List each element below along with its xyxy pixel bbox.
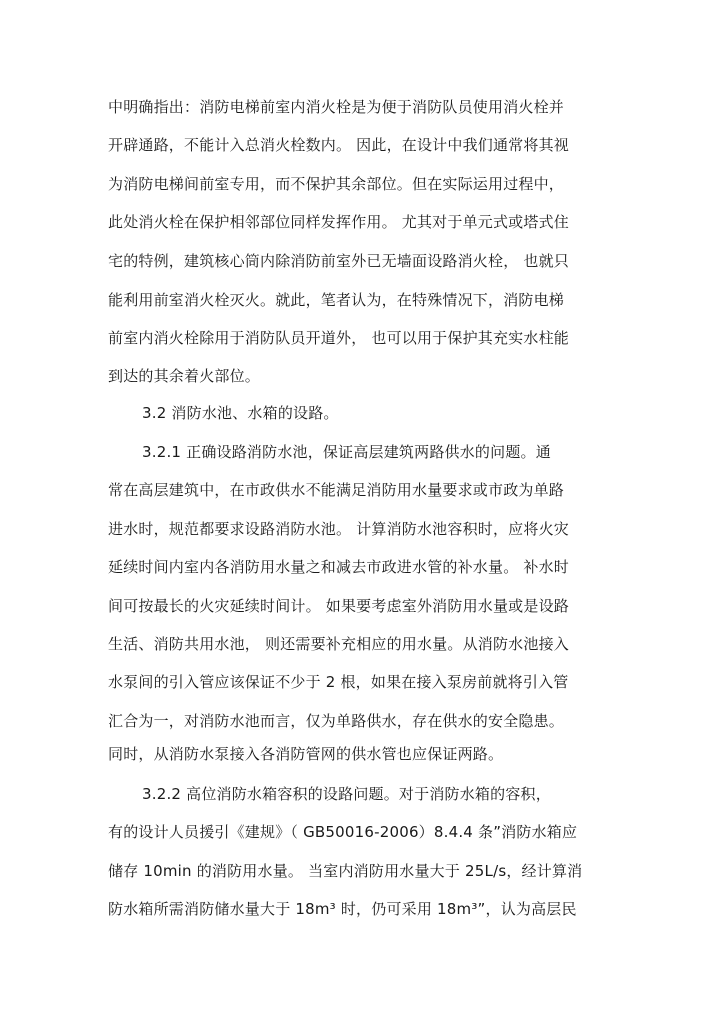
text-line: 汇合为一，对消防水池而言，仅为单路供水，存在供水的安全隐患。 (108, 712, 565, 730)
text-line: 水泵间的引入管应该保证不少于 2 根，如果在接入泵房前就将引入管 (108, 673, 569, 691)
text-line: 中明确指出：消防电梯前室内消火栓是为便于消防队员使用消火栓并 (108, 98, 565, 116)
text-line: 常在高层建筑中，在市政供水不能满足消防用水量要求或市政为单路 (108, 481, 565, 499)
text-line: 进水时，规范都要求设路消防水池。 计算消防水池容积时，应将火灾 (108, 520, 569, 538)
subsection-heading: 3.2.2 高位消防水箱容积的设路问题。对于消防水箱的容积， (142, 785, 551, 803)
text-line: 防水箱所需消防储水量大于 18m³ 时，仍可采用 18m³”，认为高层民 (108, 900, 577, 918)
text-line: 到达的其余着火部位。 (108, 367, 261, 385)
text-line: 前室内消火栓除用于消防队员开道外， 也可以用于保护其充实水柱能 (108, 329, 569, 347)
text-line: 生活、消防共用水池， 则还需要补充相应的用水量。从消防水池接入 (108, 635, 569, 653)
text-line: 间可按最长的火灾延续时间计。 如果要考虑室外消防用水量或是设路 (108, 597, 569, 615)
section-heading: 3.2 消防水池、水箱的设路。 (142, 404, 339, 422)
text-line: 能利用前室消火栓灭火。就此，笔者认为，在特殊情况下，消防电梯 (108, 291, 565, 309)
text-line: 储存 10min 的消防用水量。 当室内消防用水量大于 25L/s，经计算消 (108, 862, 583, 880)
text-line: 此处消火栓在保护相邻部位同样发挥作用。 尤其对于单元式或塔式住 (108, 213, 569, 231)
text-line: 延续时间内室内各消防用水量之和减去市政进水管的补水量。 补水时 (108, 558, 569, 576)
text-line: 同时，从消防水泵接入各消防管网的供水管也应保证两路。 (108, 745, 504, 763)
text-line: 开辟通路，不能计入总消火栓数内。 因此，在设计中我们通常将其视 (108, 136, 569, 154)
text-line: 宅的特例，建筑核心筒内除消防前室外已无墙面设路消火栓， 也就只 (108, 252, 569, 270)
text-line: 为消防电梯间前室专用，而不保护其余部位。但在实际运用过程中， (108, 175, 565, 193)
subsection-heading: 3.2.1 正确设路消防水池，保证高层建筑两路供水的问题。通 (142, 443, 551, 461)
text-line: 有的设计人员援引《建规》（ GB50016-2006）8.4.4 条”消防水箱应 (108, 823, 578, 841)
